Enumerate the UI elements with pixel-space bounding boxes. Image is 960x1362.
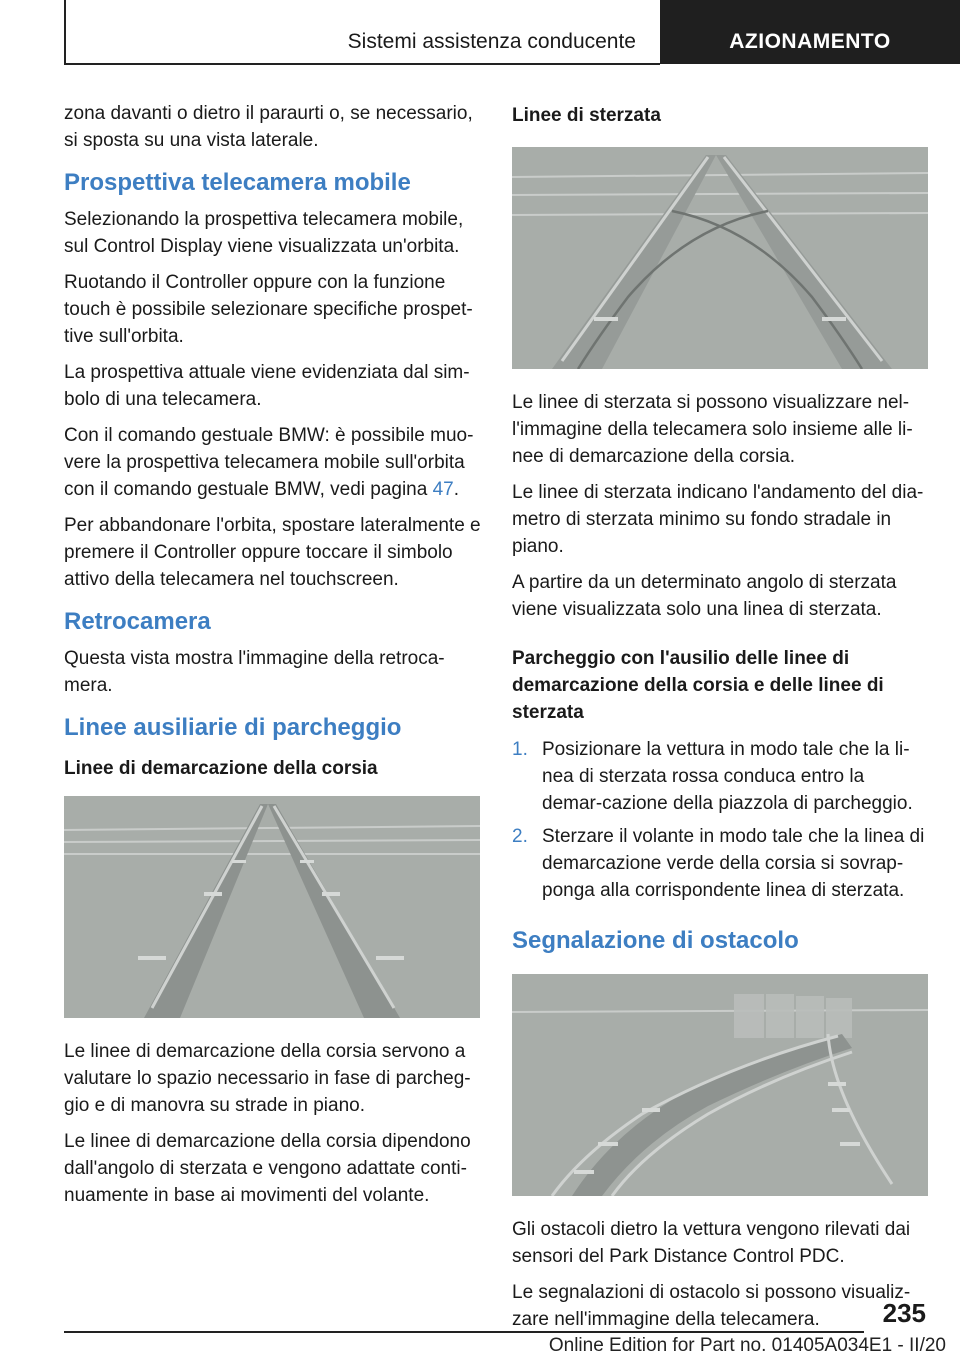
lane-lines-svg [64,796,480,1018]
heading-parcheggio: Parcheggio con l'ausilio delle linee di demarcazione della corsia e delle linee di sterzata [512,648,884,723]
paragraph-abbandonare: Per abbandonare l'orbita, spostare lateralmente e premere il Controller oppure toccare il simbolo attivo della telecamera nel touchscreen. [64,515,481,590]
paragraph-selezionando: Selezionando la prospettiva telecamera mobile, sul Control Display viene visualizzata un'orbita. [64,209,464,257]
step-text: Sterzare il volante in modo tale che la linea di demarcazione verde della corsia si sovrap‐ponga alla corrispondente linea di sterzata. [542,826,925,901]
paragraph-retrocamera: Questa vista mostra l'immagine della retroca‐mera. [64,648,445,696]
paragraph-ruotando: Ruotando il Controller oppure con la funzione touch è possibile selezionare specifiche prospet‐tive sull'orbita. [64,272,473,347]
paragraph-attuale: La prospettiva attuale viene evidenziata dal sim‐bolo di una telecamera. [64,362,470,410]
paragraph-sterzata-3: A partire da un determinato angolo di sterzata viene visualizzata solo una linea di sterzata. [512,572,897,620]
obstacle-svg [512,974,928,1196]
steering-lines-svg [512,147,928,369]
lane-lines-illustration [64,796,480,1018]
obstacle-illustration [512,974,928,1196]
heading-sterzata: Linee di sterzata [512,105,661,126]
step-number: 1. [512,739,528,760]
right-column [512,100,928,1342]
parking-steps [512,736,928,904]
gestuale-text: Con il comando gestuale BMW: è possibile muo‐vere la prospettiva telecamera mobile sull'orbita con il comando gestuale BMW, vedi pagina [64,425,474,500]
step-item [512,736,928,817]
paragraph-ostacolo-1: Gli ostacoli dietro la vettura vengono rilevati dai sensori del Park Distance Control PDC. [512,1219,911,1267]
heading-prospettiva: Prospettiva telecamera mobile [64,169,411,196]
paragraph-demarcazione-1: Le linee di demarcazione della corsia servono a valutare lo spazio necessario in fase di parcheg‐gio e di manovra su strade in piano. [64,1041,471,1116]
page-link-47[interactable]: 47 [432,479,454,500]
footer-edition: Online Edition for Part no. 01405A034E1 - II/20 [548,1335,946,1356]
paragraph-ostacolo-2: Le segnalazioni di ostacolo si possono visualiz‐zare nell'immagine della telecamera. [512,1282,911,1330]
paragraph-sterzata-2: Le linee di sterzata indicano l'andamento del dia‐metro di sterzata minimo su fondo stradale in piano. [512,482,924,557]
step-number: 2. [512,826,528,847]
paragraph-demarcazione-2: Le linee di demarcazione della corsia dipendono dall'angolo di sterzata e vengono adattate conti‐nuamente in base ai movimenti del volante. [64,1131,471,1206]
gestuale-end: . [453,479,460,500]
left-column [64,100,482,1218]
section-title-text: Sistemi assistenza conducente [347,30,636,53]
paragraph-intro: zona davanti o dietro il paraurti o, se necessario, si sposta su una vista laterale. [64,103,473,151]
step-text: Posizionare la vettura in modo tale che la li‐nea di sterzata rossa conduca entro la demar‐cazione della piazzola di parcheggio. [542,739,913,814]
heading-linee-ausiliarie: Linee ausiliarie di parcheggio [64,714,402,741]
paragraph-gestuale [64,422,482,503]
step-item [512,823,928,904]
page-number: 235 [882,1298,926,1328]
page-header [0,0,960,66]
steering-lines-illustration [512,147,928,369]
paragraph-sterzata-1: Le linee di sterzata si possono visualizzare nel‐l'immagine della telecamera solo insieme alle li‐nee di demarcazione della corsia. [512,392,913,467]
heading-retrocamera: Retrocamera [64,608,211,635]
section-title [66,0,650,64]
heading-ostacolo: Segnalazione di ostacolo [512,927,799,954]
heading-demarcazione: Linee di demarcazione della corsia [64,758,378,779]
chapter-tab: AZIONAMENTO [660,0,960,64]
